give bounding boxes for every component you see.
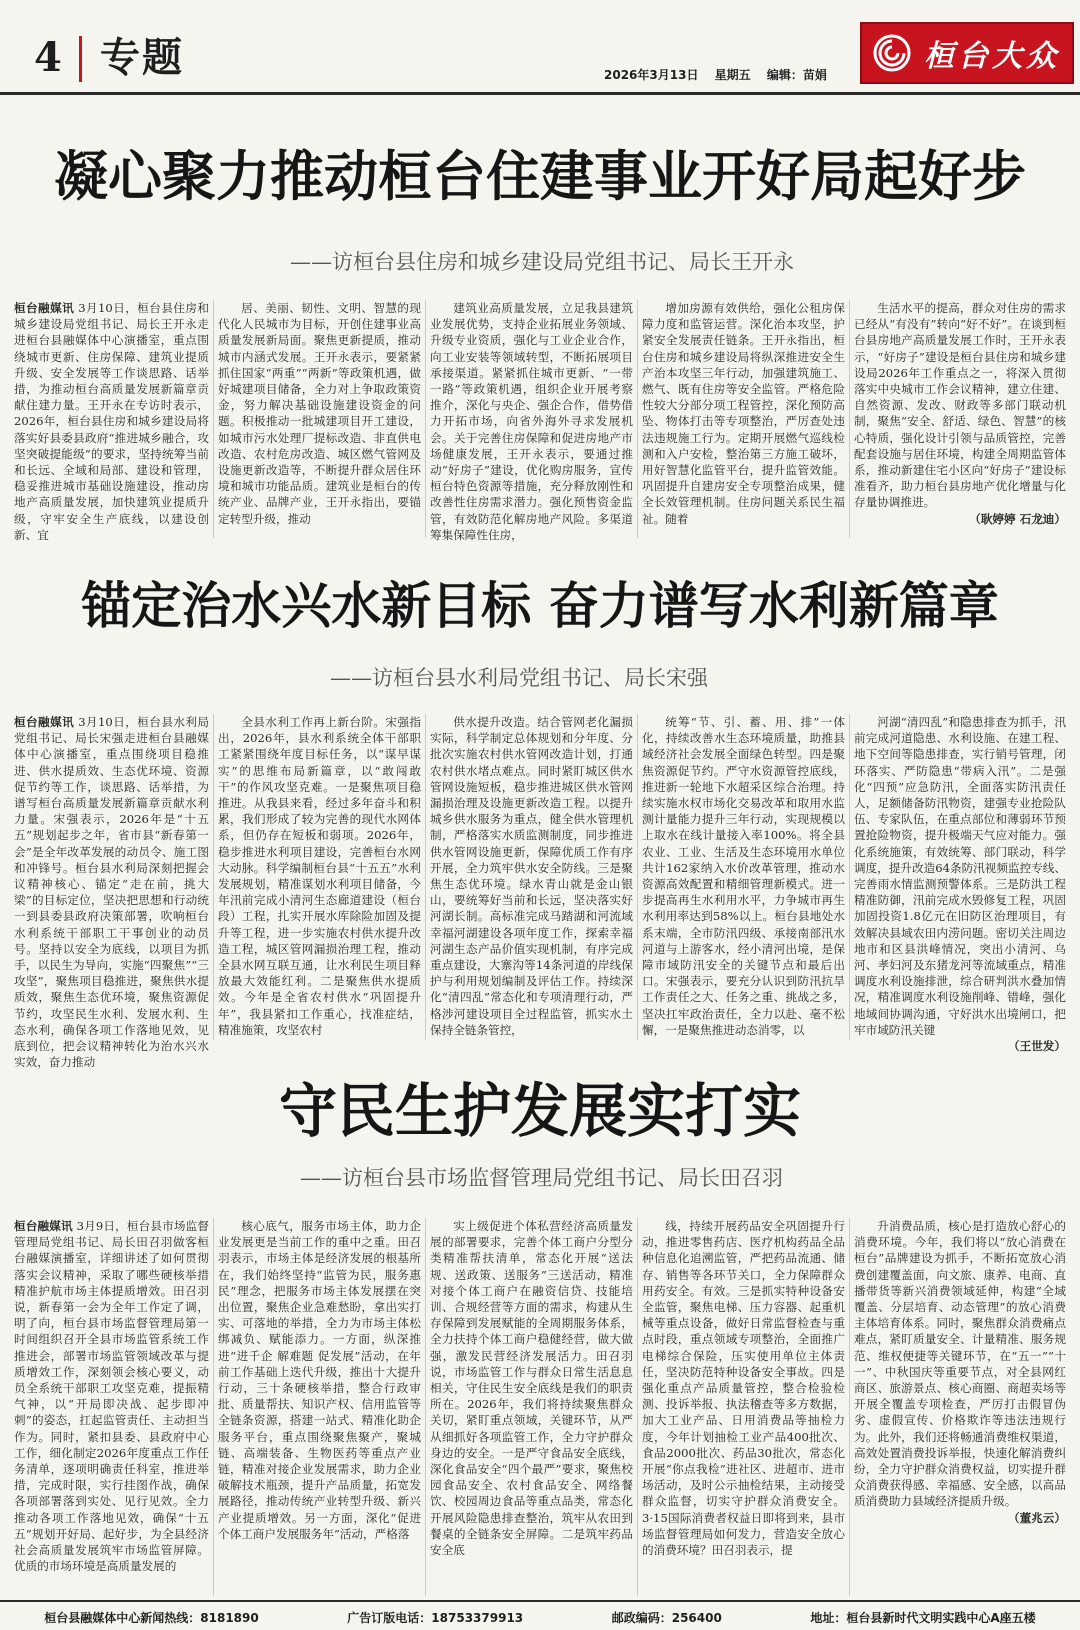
article-2-column-3: 供水提升改造。结合管网老化漏损实际，科学制定总体规划和分年度、分批次实施农村供水管网改造计划，打通农村供水堵点难点。同时紧盯城区供水管网设施短板，稳步推进城区供水管网漏损治理及设施更新改造工程。以提升城乡供水服务为重点，健全供水管理机制，严格落实水质监测制度，同步推进供水管网设施更新，保障优质工作有序开展，全力筑牢供水安全防线。三是聚焦生态优环境。绿水青山就是金山银山，要统筹好当前和长远，坚决落实好河湖长制。高标准完成马踏湖和河流域幸福河湖建设各项年度工作，探索幸福河湖生态产品价值实现机制，有序完成重点建设，大寨沟等14条河道的岸线保护与利用规划编制及评估工作。持续深化“清四乱”常态化和专项清理行动，严格涉河建设项目全过程监管，抓实水土保持全链条管控， [426, 714, 638, 1040]
article-1-column-4: 增加房源有效供给，强化公租房保障力度和监管运营。深化治本攻坚，护紧安全发展责任链条。王开永指出，桓台住房和城乡建设局将纵深推进安全生产治本攻坚三年行动，加强建筑施工、燃气、既有住房等安全监管。严格危险性较大分部分项工程管控，深化预防高坠、物体打击等专项整治，严厉查处违法违规施工行为。定期开展燃气巡线检测和入户安检，整治第三方施工破坏，用好智慧化监管平台，提升监管效能。巩固提升自建房安全专项整治成果，健全长效管理机制。住房问题关系民生福祉。随着 [638, 300, 850, 538]
footer-postcode: 邮政编码：256400 [611, 1610, 722, 1625]
article-3-column-1: 桓台融媒讯 3月9日，桓台县市场监督管理局党组书记、局长田召羽做客桓台融媒演播室，详细讲述了如何贯彻落实会议精神，采取了哪些硬核举措精准护航市场主体提质增效。田召羽说，新春第一会为全年工作定了调，明了向，桓台县市场监督管理局第一时间组织召开全县市场监管系统工作推进会，部署市场监管领域改革与提质增效工作，深刻领会核心要义，动员全系统干部职工攻坚克难，提振精气神，以“开局即决战、起步即冲刺”的姿态，扛起监管责任、主动担当作为。同时，紧扣县委、县政府中心工作，细化制定2026年度重点工作任务清单，逐项明确责任科室，推进举措，完成时限，实行挂图作战，确保各项部署落到实处、见行见效。全力推动各项工作落地见效，确保“十五五”规划开好局、起好步，为全县经济社会高质量发展筑牢市场监管屏障。优质的市场环境是高质量发展的 [10, 1218, 214, 1596]
article-1-body [10, 300, 1070, 542]
logo-text: 桓台大众 [924, 39, 1060, 74]
article-2-column-5: 河湖“清四乱”和隐患排查为抓手，汛前完成河道隐患、水利设施、在建工程、地下空间等隐患排查，实行销号管理，闭环落实、严防隐患“带病入汛”。二是强化“四预”应急防汛，全面落实防汛责任人，足额储备防汛物资，建强专业抢险队伍、专家队伍，在重点部位和薄弱环节预置抢险物资，提升极端天气应对能力。强化系统施策，有效统筹、部门联动，科学调度，提升改造64条防汛视频监控专线、完善雨水情监测预警体系。三是防洪工程精准防御，汛前完成水毁修复工程，巩固加固投资1.8亿元在旧防区治理项目，有效解决县域农田内涝问题。密切关注周边地市和区县洪峰情况，突出小清河、乌河、孝妇河及东猪龙河等流域重点，精准调度水利设施排泄，综合研判洪水叠加情况，精准调度水利设施削峰、错峰，强化地域间协调沟通，守好洪水出境闸口，把牢市域防汛关键 （王世发） [854, 715, 1066, 1054]
footer-ad-phone: 广告订版电话：18753379913 [347, 1610, 524, 1625]
footer-address: 地址：桓台县新时代文明实践中心A座五楼 [810, 1610, 1036, 1625]
article-1-column-2: 居、美丽、韧性、文明、智慧的现代化人民城市为目标，开创住建事业高质量发展新局面。聚焦更新提质，推动城市内涵式发展。王开永表示，要紧紧抓住国家“两重”“两新”等政策机遇，做好城建项目储备，全力对上争取政策资金，努力解决基础设施建设资金的问题。积极推动一批城建项目开工建设，如城市污水处理厂提标改造、非直供电改造、农村危房改造、城区燃气管网及设施更新改造等，不断提升群众居住环境和城市功能品质。建筑业是桓台的传统产业、品牌产业，王开永指出，要锚定转型升级，推动 [214, 300, 426, 538]
masthead-rule [0, 92, 1080, 95]
article-2-byline: （王世发） [1008, 1039, 1066, 1054]
footer-hotline: 桓台县融媒体中心新闻热线：8181890 [44, 1610, 259, 1625]
article-3-subheadline: ——访桓台县市场监督管理局党组书记、局长田召羽 [300, 1166, 783, 1190]
footer [0, 1606, 1080, 1628]
issue-weekday: 星期五 [714, 68, 751, 82]
section-title: 专题 [100, 35, 184, 81]
article-2-body [10, 714, 1070, 1070]
dateline [604, 66, 839, 83]
article-3-body [10, 1218, 1070, 1596]
article-1-column-5: 生活水平的提高，群众对住房的需求已经从“有没有”转向“好不好”。在谈到桓台县房地产高质量发展工作时，王开永表示，“好房子”建设是桓台县住房和城乡建设局2026年工作重点之一，将深入贯彻落实中央城市工作会议精神，建立住建、自然资源、发改、财政等多部门联动机制，聚焦“安全、舒适、绿色、智慧”的核心特质，强化设计引领与品质管控，完善配套设施与居住环境，构建全周期监管体系，推动新建住宅小区向“好房子”建设标准看齐，助力桓台县房地产优化增量与化存量协调推进。 （耿婷婷 石龙迪） [854, 301, 1066, 526]
article-3-headline: 守民生护发展实打实 [278, 1077, 801, 1145]
article-1-headline: 凝心聚力推动桓台住建事业开好局起好步 [54, 144, 1026, 208]
article-2-column-2: 全县水利工作再上新台阶。宋强指出，2026年，县水利系统全体干部职工紧紧围绕年度目标任务，以“谋早谋实”的思维布局新篇章，以“敢闯敢干”的作风攻坚克难。一是聚焦项目稳推进。从我县来看，经过多年奋斗和积累，我们形成了较为完善的现代水网体系，但仍存在短板和弱项。2026年，稳步推进水利项目建设，完善桓台水网大动脉。科学编制桓台县“十五五”水利发展规划，精准谋划水利项目储备，今年汛前完成小清河生态廊道建设（桓台段）工程，扎实开展水库除险加固及提升等工程，进一步实施农村供水提升改造工程，城区管网漏损治理工程，推动全县水网互联互通，让水利民生项目释放最大效能红利。二是聚焦供水提质效。今年是全省农村供水“巩固提升年”，我县紧扣工作重心，找准症结，精准施策，攻坚农村 [214, 714, 426, 1040]
editor-credit: 编辑：苗娟 [766, 68, 827, 82]
article-2-subheadline: ——访桓台县水利局党组书记、局长宋强 [330, 666, 708, 690]
article-2-column-4: 统筹“节、引、蓄、用、排”一体化，持续改善水生态环境质量，助推县域经济社会发展全面绿色转型。四是聚焦资源促节约。严守水资源管控底线，推进新一轮地下水超采区综合治理。持续实施水权市场化交易改革和取用水监测计量能力提升三年行动，实现规模以上取水在线计量接入率100%。将全县农业、工业、生活及生态环境用水单位共计162家纳入水价改革管理，推动水资源高效配置和精细管理新模式。进一步提高再生水利用水平，力争城市再生水利用率达到58%以上。桓台县地处水系末端，全市防汛四级、承接南部汛水河道与上游客水，经小清河出境，是保障市域防汛安全的关键节点和最后出口。宋强表示，要充分认识到防汛抗旱工作责任之大、任务之重、挑战之多，坚决扛牢政治责任，全力以赴、毫不松懈，一是聚焦推进动态消零，以 [638, 714, 850, 1040]
masthead [0, 0, 1080, 90]
article-3-column-5: 升消费品质，核心是打造放心舒心的消费环境。今年，我们将以“放心消费在桓台”品牌建设为抓手，不断拓宽放心消费创建覆盖面，向文旅、康养、电商、直播带货等新兴消费领域延伸，构建“全域覆盖、分层培育、动态管理”的放心消费主体培育体系。同时，聚焦群众消费痛点难点，紧盯质量安全、计量精准、服务规范、维权便捷等关键环节，在“五一”“十一”、中秋国庆等重要节点，对全县网红商区、旅游景点、核心商圈、商超卖场等开展全覆盖专项检查，严厉打击假冒伪劣、虚假宣传、价格欺诈等违法违规行为。此外，我们还将畅通消费维权渠道，高效处置消费投诉举报，快速化解消费纠纷，全力守护群众消费权益，切实提升群众消费获得感、幸福感、安全感，以高品质消费助力县域经济提质升级。 （董兆云） [854, 1219, 1066, 1525]
article-1-column-1: 桓台融媒讯 3月10日，桓台县住房和城乡建设局党组书记、局长王开永走进桓台县融媒体中心演播室，重点围绕城市更新、住房保障、建筑业提质升级、安全发展等工作谈思路、话举措，为推动桓台高质量发展新篇章贡献住建力量。王开永在专访时表示，2026年，桓台县住房和城乡建设局将落实好县委县政府“推进城乡融合，攻坚突破提能级”的要求，坚持统筹当前和长远、全域和局部、建设和管理，稳妥推进城市基础设施建设，推动房地产高质量发展，加快建筑业提质升级，守牢安全生产底线，以建设创新、宜 [10, 300, 214, 538]
newspaper-logo [860, 22, 1074, 84]
masthead-divider [79, 36, 82, 82]
swirl-logo-icon [872, 33, 912, 73]
page-number: 4 [34, 34, 62, 81]
dateline-lead: 桓台融媒讯 [14, 301, 75, 315]
article-1-byline: （耿婷婷 石龙迪） [969, 511, 1066, 526]
article-3-byline: （董兆云） [1008, 1510, 1066, 1525]
article-1-column-3: 建筑业高质量发展，立足我县建筑业发展优势，支持企业拓展业务领域、升级专业资质，强化与工业企业合作，向工业安装等领域转型，不断拓展项目承接渠道。紧紧抓住城市更新、“一带一路”等政策机遇，组织企业开展考察推介，深化与央企、强企合作，借势借力开拓市场，向省外海外寻求发展机会。关于完善住房保障和促进房地产市场健康发展，王开永表示，要通过推动“好房子”建设，优化购房服务，宣传桓台特色资源等措施，充分释放刚性和改善性住房需求潜力。强化预售资金监管，有效防范化解房地产风险。多渠道筹集保障性住房， [426, 300, 638, 538]
issue-date: 2026年3月13日 [604, 68, 699, 82]
article-3-column-3: 实上级促进个体私营经济高质量发展的部署要求，完善个体工商户分型分类精准帮扶清单，常态化开展“送法规、送政策、送服务”三送活动，精准对接个体工商户在融资信贷、技能培训、合规经营等方面的需求，构建从生存保障到发展赋能的全周期服务体系，全力扶持个体工商户稳健经营，做大做强，激发民营经济发展活力。田召羽说，市场监管工作与群众日常生活息息相关，守住民生安全底线是我们的职责所在。2026年，我们将持续聚焦群众关切，紧盯重点领域，关键环节，从严从细抓好各项监管工作，全力守护群众身边的安全。一是严守食品安全底线，深化食品安全“四个最严”要求，聚焦校园食品安全、农村食品安全、网络餐饮、校园周边食品等重点品类，常态化开展风险隐患排查整治，筑牢从农田到餐桌的全链条安全屏障。二是筑牢药品安全底 [426, 1218, 638, 1596]
dateline-lead: 桓台融媒讯 [14, 715, 75, 729]
article-3-column-2: 核心底气，服务市场主体，助力企业发展更是当前工作的重中之重。田召羽表示，市场主体是经济发展的根基所在，我们始终坚持“监管为民，服务惠民”理念，把服务市场主体发展摆在突出位置，聚焦企业急难愁盼，拿出实打实、可落地的举措，全力为市场主体松绑减负、赋能添力。一方面，纵深推进“进千企 解难题 促发展”活动，在年前工作基础上迭代升级，推出十大提升行动，三十条硬核举措，整合行政审批、质量帮扶、知识产权、信用监管等全链条资源，搭建一站式、精准化助企服务平台，重点围绕聚焦聚产，聚城链、高端装备、生物医药等重点产业链，精准对接企业发展需求，助力企业破解技术瓶颈，提升产品质量，拓宽发展路径，推动传统产业转型升级、新兴产业提质增效。另一方面，深化“促进个体工商户发展服务年”活动，严格落 [214, 1218, 426, 1596]
article-2-column-1: 桓台融媒讯 3月10日，桓台县水利局党组书记、局长宋强走进桓台县融媒体中心演播室，重点围绕项目稳推进、供水提质效、生态优环境、资源促节约等工作，谈思路、话举措，为谱写桓台高质量发展新篇章贡献水利力量。宋强表示，2026年是“十五五”规划起步之年，省市县“新春第一会”是全年改革发展的动员令、施工图和冲锋号。桓台县水利局深刻把握会议精神核心、锚定“走在前，挑大梁”的目标定位，坚决把思想和行动统一到县委县政府决策部署，吹响桓台水利系统干部职工干事创业的动员号。坚持以安全为底线，以项目为抓手，以民生为导向，实施“四聚焦”“三攻坚”，聚焦项目稳推进，聚焦供水提质效，聚焦生态优环境，聚焦资源促节约，攻坚民生水利、发展水利、生态水利，确保各项工作落地见效，见底到位，把会议精神转化为治水兴水实效，奋力推动 [10, 714, 214, 1040]
article-1-subheadline: ——访桓台县住房和城乡建设局党组书记、局长王开永 [290, 250, 794, 274]
article-2-headline: 锚定治水兴水新目标 奋力谱写水利新篇章 [81, 576, 999, 635]
footer-rule [0, 1600, 1080, 1602]
article-3-column-4: 线，持续开展药品安全巩固提升行动，推进零售药店、医疗机构药品全品种信息化追溯监管，严把药品流通、储存、销售等各环节关口，全力保障群众用药安全。有效。三是抓实特种设备安全监管，聚焦电梯、压力容器、起重机械等重点设备，做好日常监督检查与重点时段，重点领域专项整治，全面推广电梯综合保险，压实使用单位主体责任，坚决防范特种设备安全事故。四是强化重点产品质量管控，整合检验检测、投诉举报、执法稽查等多方数据，加大工业产品、日用消费品等抽检力度，今年计划抽检工业产品400批次、食品2000批次、药品30批次，常态化开展“你点我检”进社区、进超市、进市场活动，及时公示抽检结果，主动接受群众监督，切实守护群众消费安全。3·15国际消费者权益日即将到来，县市场监督管理局如何发力，营造安全放心的消费环境？田召羽表示，提 [638, 1218, 850, 1596]
dateline-lead: 桓台融媒讯 [14, 1219, 73, 1233]
